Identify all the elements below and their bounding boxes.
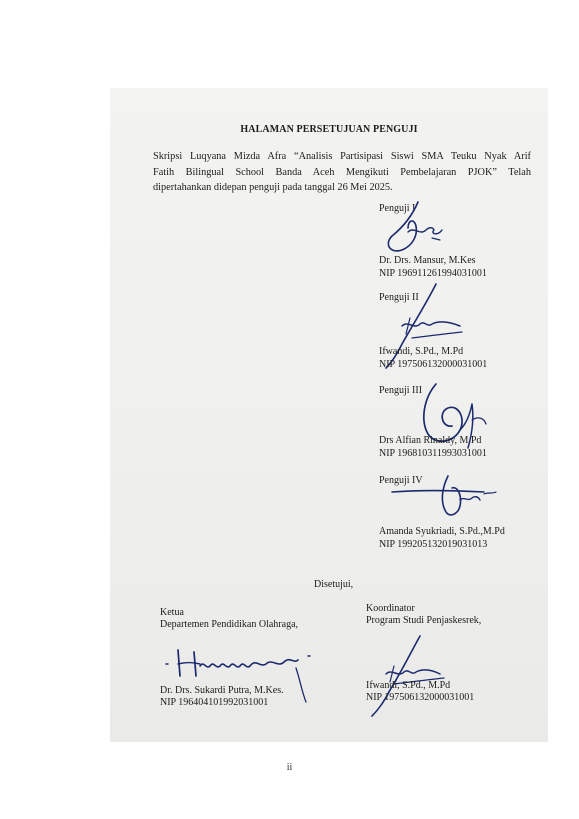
examiner-3-role: Penguji III <box>379 385 423 396</box>
approved-label: Disetujui, <box>314 579 354 590</box>
examiner-2-nip: NIP 197506132000031001 <box>379 359 488 370</box>
examiner-2-name: Ifwandi, S.Pd., M.Pd <box>379 346 464 357</box>
examiner-4-signature <box>388 470 504 522</box>
examiner-4-role: Penguji IV <box>379 475 423 486</box>
examiner-2-role: Penguji II <box>379 292 419 303</box>
paragraph-line: Skripsi Luqyana Mizda Afra “Analisis Partisipasi Siswi SMA Teuku Nyak Arif <box>153 151 531 162</box>
paragraph-line: Fatih Bilingual School Banda Aceh Mengikuti Pembelajaran PJOK” Telah <box>153 166 531 178</box>
left-signer-name: Dr. Drs. Sukardi Putra, M.Kes. <box>160 685 284 696</box>
examiner-1-name: Dr. Drs. Mansur, M.Kes <box>379 255 476 266</box>
examiner-3-nip: NIP 196810311993031001 <box>379 448 487 459</box>
right-signer-program: Program Studi Penjaskesrek, <box>366 615 482 626</box>
right-signer-nip: NIP 197506132000031001 <box>366 692 475 703</box>
examiner-1-signature <box>378 196 448 258</box>
page-number: ii <box>286 762 293 773</box>
left-signer-role: Ketua <box>160 607 184 618</box>
left-signer-department: Departemen Pendidikan Olahraga, <box>160 619 299 630</box>
right-signer-name: Ifwandi, S.Pd., M.Pd <box>366 680 451 691</box>
right-signer-signature <box>360 630 460 720</box>
left-signer-nip: NIP 196404101992031001 <box>160 697 269 708</box>
examiner-4-name: Amanda Syukriadi, S.Pd.,M.Pd <box>379 526 505 537</box>
examiner-4-nip: NIP 199205132019031013 <box>379 539 488 550</box>
approval-paragraph <box>153 149 531 196</box>
page-title: HALAMAN PERSETUJUAN PENGUJI <box>240 124 418 135</box>
paragraph-line: dipertahankan didepan penguji pada tanggal 26 Mei 2025. <box>153 182 393 193</box>
examiner-1-nip: NIP 196911261994031001 <box>379 268 487 279</box>
examiner-1-role: Penguji I <box>379 203 416 214</box>
right-signer-role: Koordinator <box>366 603 415 614</box>
examiner-3-name: Drs Alfian Rinaldy, M.Pd <box>379 435 482 446</box>
